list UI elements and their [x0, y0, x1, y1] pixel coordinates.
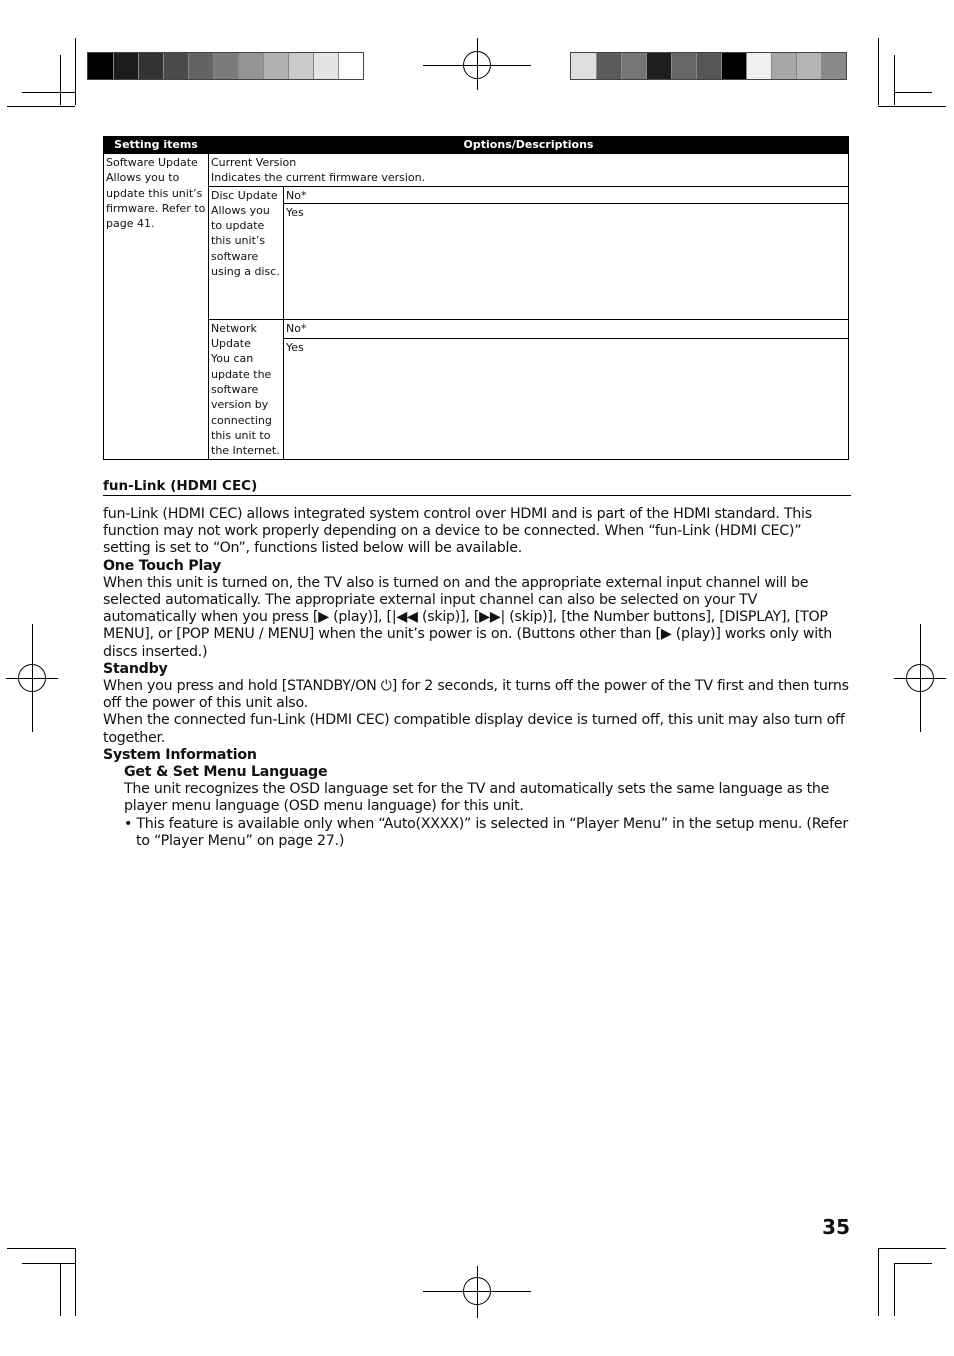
- standby-text-2: When the connected fun-Link (HDMI CEC) compatible display device is turned off, this unit may also turn off together.: [103, 712, 845, 746]
- system-information-title: System Information: [103, 746, 257, 763]
- registration-circle: [18, 664, 46, 692]
- crop-mark: [894, 92, 932, 93]
- color-swatch: [163, 53, 188, 79]
- crop-mark: [75, 1248, 76, 1316]
- color-swatch: [138, 53, 163, 79]
- color-swatch: [263, 53, 288, 79]
- color-swatch: [746, 53, 771, 79]
- color-swatch: [771, 53, 796, 79]
- section-heading: fun-Link (HDMI CEC): [103, 478, 851, 496]
- registration-circle: [906, 664, 934, 692]
- color-swatch: [671, 53, 696, 79]
- color-calibration-bar-right: [570, 52, 847, 80]
- crop-mark: [878, 38, 879, 105]
- color-swatch: [338, 53, 363, 79]
- table-row: [104, 154, 849, 187]
- standby-text-1: When you press and hold [STANDBY/ON ⏻] for 2 seconds, it turns off the power of the TV first and then turns off the power of this unit also.: [103, 678, 849, 712]
- crop-mark: [878, 106, 946, 107]
- standby-title: Standby: [103, 660, 168, 677]
- crop-mark: [75, 38, 76, 105]
- color-swatch: [88, 53, 113, 79]
- get-set-menu-language-text: The unit recognizes the OSD language set for the TV and automatically sets the same language as the player menu language (OSD menu language) for this unit.: [124, 781, 830, 815]
- crop-mark: [22, 1263, 75, 1264]
- color-swatch: [188, 53, 213, 79]
- crop-mark: [878, 1248, 879, 1316]
- crop-mark: [7, 1248, 75, 1249]
- crop-mark: [60, 55, 61, 105]
- color-swatch: [596, 53, 621, 79]
- option-current-version: Current Version Indicates the current firmware version.: [209, 154, 849, 187]
- table-header-row: [104, 137, 849, 154]
- color-swatch: [288, 53, 313, 79]
- crop-mark: [60, 1263, 61, 1316]
- column-header-setting-items: Setting items: [104, 137, 209, 154]
- crop-mark: [894, 1263, 895, 1316]
- column-header-options: Options/Descriptions: [209, 137, 849, 154]
- settings-table: [103, 136, 849, 460]
- color-swatch: [796, 53, 821, 79]
- disc-update-yes: Yes: [284, 203, 849, 319]
- color-swatch: [696, 53, 721, 79]
- disc-update-no: No*: [284, 186, 849, 203]
- setting-software-update: Software Update Allows you to update this unit’s firmware. Refer to page 41.: [104, 154, 209, 460]
- crop-mark: [894, 1263, 932, 1264]
- color-swatch: [646, 53, 671, 79]
- option-disc-update: Disc Update Allows you to update this unit’s software using a disc.: [209, 186, 284, 319]
- network-update-no: No*: [284, 319, 849, 338]
- color-swatch: [238, 53, 263, 79]
- color-swatch: [113, 53, 138, 79]
- section-body: [103, 506, 851, 850]
- option-network-update: Network Update You can update the software version by connecting this unit to the Internet.: [209, 319, 284, 459]
- crop-mark: [7, 106, 75, 107]
- network-update-yes: Yes: [284, 339, 849, 459]
- one-touch-play-title: One Touch Play: [103, 557, 221, 574]
- get-set-menu-language-title: Get & Set Menu Language: [124, 764, 328, 781]
- registration-circle: [463, 1277, 491, 1305]
- color-calibration-bar-left: [87, 52, 364, 80]
- color-swatch: [313, 53, 338, 79]
- registration-circle: [463, 51, 491, 79]
- color-swatch: [721, 53, 746, 79]
- page-number: 35: [822, 1215, 850, 1239]
- bullet-note: • This feature is available only when “Auto(XXXX)” is selected in “Player Menu” in the setup menu. (Refer to “Player Menu” on page 27.): [124, 815, 848, 849]
- crop-mark: [22, 92, 75, 93]
- color-swatch: [571, 53, 596, 79]
- table-row: [104, 186, 849, 203]
- intro-paragraph: fun-Link (HDMI CEC) allows integrated system control over HDMI and is part of the HDMI standard. This function may not work properly depending on a device to be connected. When “fun-Link (HDMI CEC)” setting is set to “On”, functions listed below will be available.: [103, 506, 812, 557]
- crop-mark: [878, 1248, 946, 1249]
- color-swatch: [821, 53, 846, 79]
- color-swatch: [621, 53, 646, 79]
- crop-mark: [894, 55, 895, 105]
- table-row: [104, 319, 849, 338]
- one-touch-play-text: When this unit is turned on, the TV also is turned on and the appropriate external input channel will be selected automatically. The appropriate external input channel can also be selected on your TV automatically when you press [▶ (play)], [|◀◀ (skip)], [▶▶| (skip)], [the Number buttons], [DISPLAY], [TOP MENU], or [POP MENU / MENU] when the unit’s power is on. (Buttons other than [▶ (play)] works only with discs inserted.): [103, 574, 832, 660]
- color-swatch: [213, 53, 238, 79]
